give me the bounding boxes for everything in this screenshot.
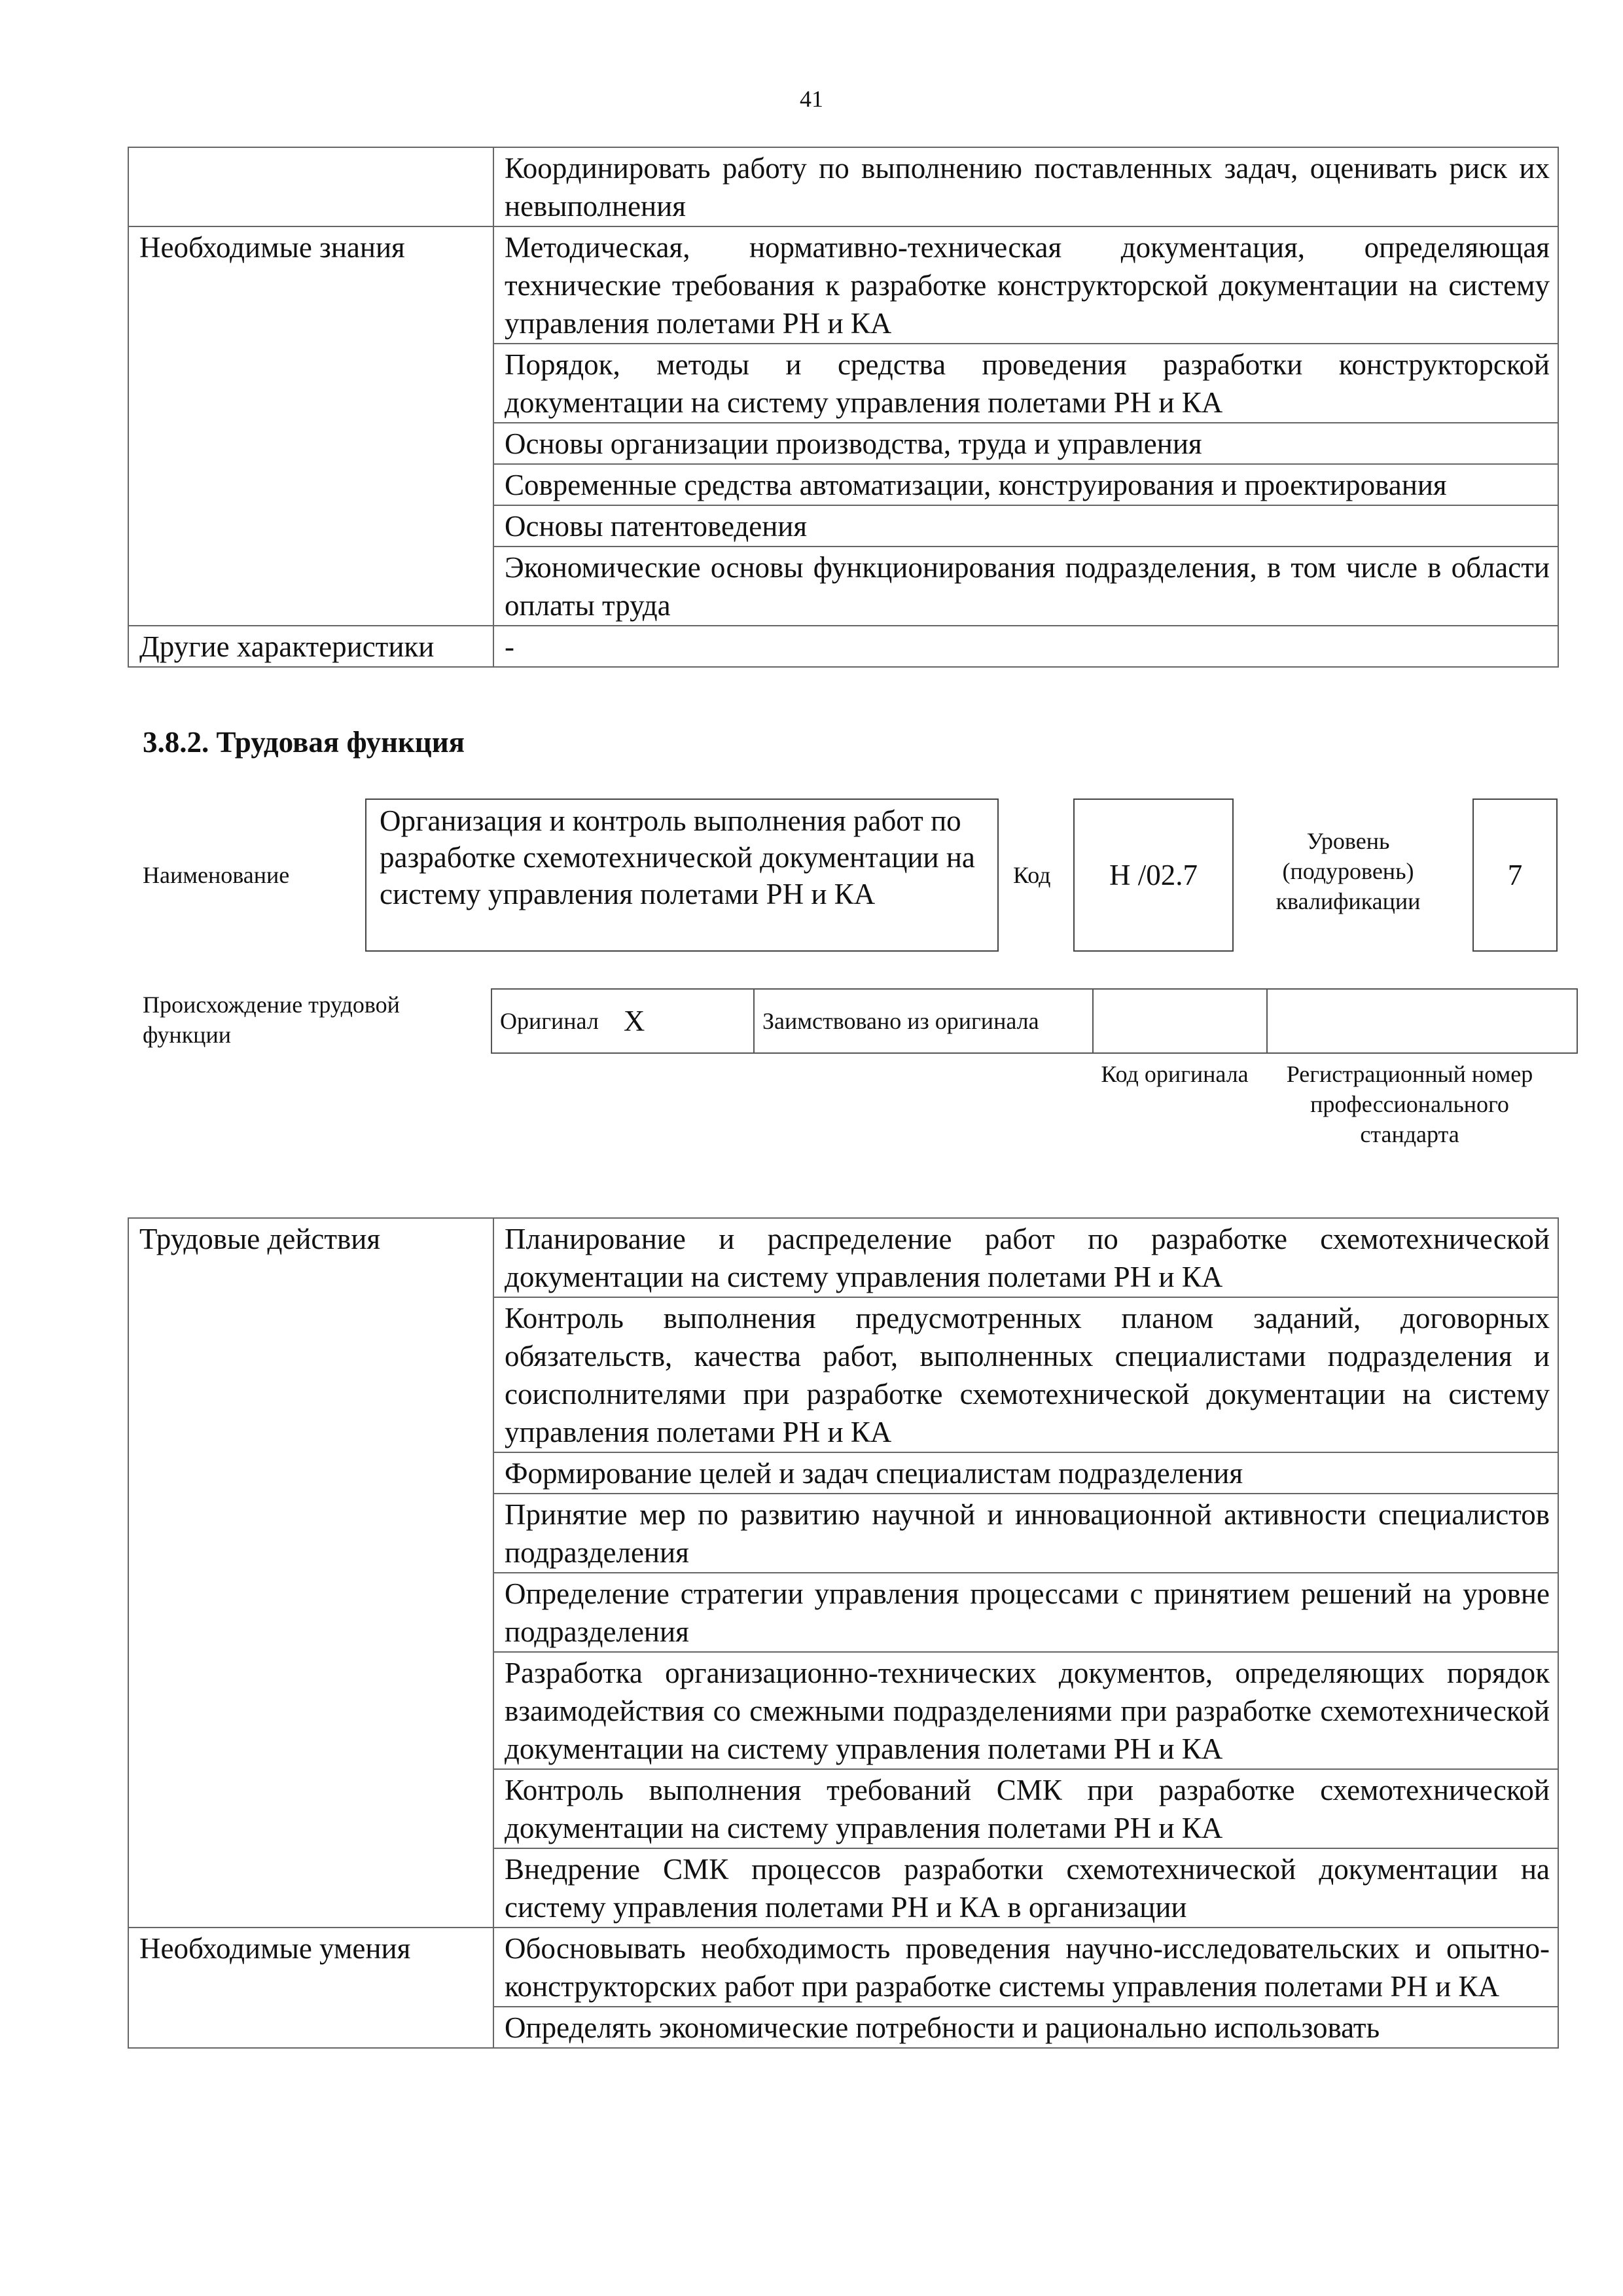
- labor-function-table: [128, 1217, 1559, 2049]
- origin-reg-caption: Регистрационный номер профессионального стандарта: [1286, 1061, 1533, 1147]
- row-item: Обосновывать необходимость проведения научно-исследовательских и опытно-конструкторских работ при разработке системы управления полетами РН и КА: [493, 1928, 1558, 2007]
- row-label-actions: Трудовые действия: [128, 1218, 493, 1928]
- row-item: Основы патентоведения: [493, 505, 1558, 547]
- function-code-value: H /02.7: [1109, 859, 1198, 891]
- row-item: Экономические основы функционирования подразделения, в том числе в области оплаты труда: [493, 547, 1558, 626]
- qualification-level-box: [1472, 798, 1558, 952]
- table-row: [128, 626, 1558, 667]
- function-code-box: [1073, 798, 1234, 952]
- section-heading: 3.8.2. Трудовая функция: [143, 726, 465, 759]
- row-item: Координировать работу по выполнению поставленных задач, оценивать риск их невыполнения: [493, 147, 1558, 226]
- competency-table-top: [128, 147, 1559, 668]
- code-label: Код: [1013, 862, 1051, 888]
- row-item: Внедрение СМК процессов разработки схемотехнической документации на систему управления полетами РН и КА в организации: [493, 1848, 1558, 1928]
- origin-code-cell: [1093, 989, 1267, 1053]
- row-item: Порядок, методы и средства проведения разработки конструкторской документации на систему управления полетами РН и КА: [493, 344, 1558, 423]
- page-number: 41: [800, 86, 823, 112]
- row-item: Принятие мер по развитию научной и инновационной активности специалистов подразделения: [493, 1494, 1558, 1573]
- table-row: [128, 147, 1558, 226]
- row-item: Методическая, нормативно-техническая документация, определяющая технические требования к разработке конструкторской документации на систему управления полетами РН и КА: [493, 226, 1558, 344]
- row-item: Контроль выполнения предусмотренных планом заданий, договорных обязательств, качества работ, выполненных специалистами подразделения и соисполнителями при разработке схемотехнической документации на систему управления полетами РН и КА: [493, 1297, 1558, 1452]
- origin-original-cell: [491, 989, 754, 1053]
- function-name-box: Организация и контроль выполнения работ по разработке схемотехнической документации на систему управления полетами РН и КА: [365, 798, 999, 952]
- origin-original-mark: X: [623, 1005, 645, 1037]
- row-item: -: [493, 626, 1558, 667]
- row-item: Контроль выполнения требований СМК при разработке схемотехнической документации на систему управления полетами РН и КА: [493, 1769, 1558, 1848]
- row-label-knowledge: Необходимые знания: [128, 226, 493, 626]
- row-label-skills: Необходимые умения: [128, 1928, 493, 2048]
- qualification-level-value: 7: [1507, 859, 1523, 891]
- table-row: [128, 226, 1558, 344]
- origin-borrowed-label: Заимствовано из оригинала: [754, 989, 1093, 1053]
- row-item: Современные средства автоматизации, конструирования и проектирования: [493, 464, 1558, 505]
- origin-label: Происхождение трудовой функции: [143, 992, 400, 1048]
- row-item: Основы организации производства, труда и управления: [493, 423, 1558, 464]
- row-item: Определять экономические потребности и рационально использовать: [493, 2007, 1558, 2048]
- qualification-level-label: Уровень (подуровень) квалификации: [1275, 828, 1421, 914]
- table-row: [128, 1928, 1558, 2007]
- row-item: Разработка организационно-технических документов, определяющих порядок взаимодействия со смежными подразделениями при разработке схемотехнической документации на систему управления полетами РН и КА: [493, 1652, 1558, 1769]
- origin-original-label: Оригинал: [500, 1008, 599, 1034]
- row-item: Определение стратегии управления процессами с принятием решений на уровне подразделения: [493, 1573, 1558, 1652]
- table-row: [491, 989, 1577, 1053]
- row-item: Формирование целей и задач специалистам подразделения: [493, 1452, 1558, 1494]
- row-item: Планирование и распределение работ по разработке схемотехнической документации на систему управления полетами РН и КА: [493, 1218, 1558, 1297]
- table-row: [128, 1218, 1558, 1297]
- row-label: [128, 147, 493, 226]
- name-label: Наименование: [143, 862, 290, 888]
- row-label-other: Другие характеристики: [128, 626, 493, 667]
- origin-reg-cell: [1267, 989, 1577, 1053]
- origin-code-caption: Код оригинала: [1101, 1061, 1249, 1087]
- origin-table: [491, 988, 1578, 1054]
